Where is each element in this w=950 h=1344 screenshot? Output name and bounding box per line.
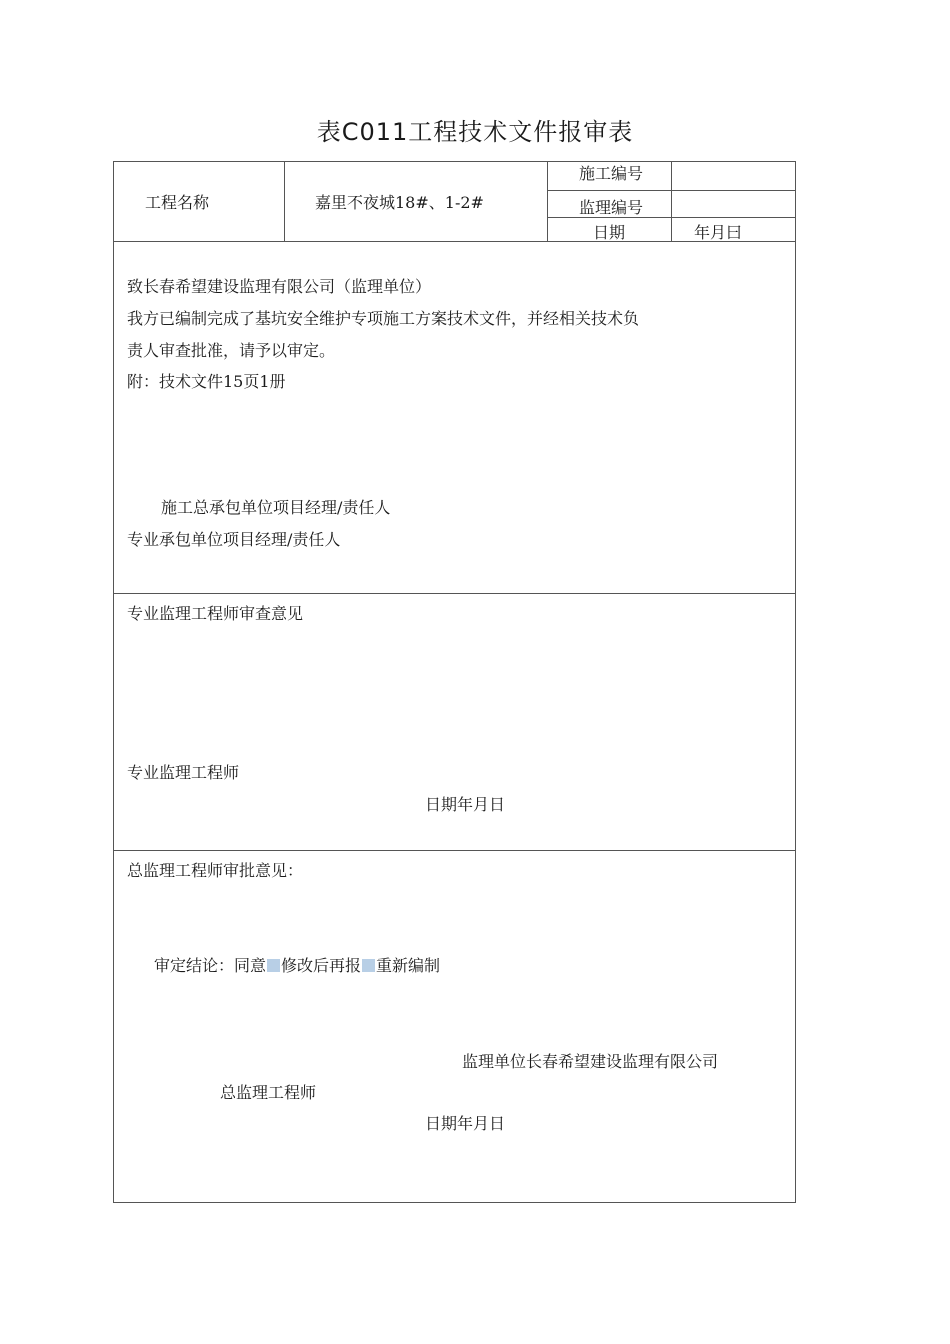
table-border-right (795, 161, 796, 1203)
checkbox-agree[interactable] (267, 959, 280, 972)
project-name-value: 嘉里不夜城18#、1-2# (315, 193, 484, 212)
form-title: 表C011工程技术文件报审表 (316, 118, 634, 146)
checkbox-revise[interactable] (362, 959, 375, 972)
construction-no-label: 施工编号 (579, 164, 644, 183)
header-row-line-1 (547, 190, 796, 191)
engineer-review-heading: 专业监理工程师审查意见 (127, 604, 304, 623)
specialty-contractor-signer: 专业承包单位项目经理/责任人 (127, 530, 341, 549)
submission-body-line-1: 我方已编制完成了基坑安全维护专项施工方案技术文件，并经相关技术负 (127, 309, 640, 328)
conclusion-prefix: 审定结论： (154, 956, 235, 975)
supervision-no-label: 监理编号 (579, 198, 644, 217)
chief-date-line: 日期年月日 (425, 1114, 506, 1133)
date-label: 日期 (593, 223, 626, 242)
engineer-date-line: 日期年月日 (425, 795, 506, 814)
header-divider-2 (547, 161, 548, 241)
engineer-signer: 专业监理工程师 (127, 763, 240, 782)
general-contractor-signer: 施工总承包单位项目经理/责任人 (161, 498, 391, 517)
addressee-line: 致长春希望建设监理有限公司（监理单位） (127, 277, 432, 296)
chief-review-heading: 总监理工程师审批意见： (127, 861, 304, 880)
chief-engineer-signer: 总监理工程师 (220, 1083, 317, 1102)
attachment-line: 附：技术文件15页1册 (127, 372, 286, 391)
project-name-label: 工程名称 (145, 193, 210, 212)
date-value: 年月曰 (694, 223, 743, 242)
option-redo-label: 重新编制 (376, 956, 441, 975)
section-divider-2 (113, 850, 796, 851)
submission-body-line-2: 责人审查批准，请予以审定。 (127, 341, 336, 360)
supervision-unit-line: 监理单位长春希望建设监理有限公司 (462, 1052, 719, 1071)
table-border-top (113, 161, 796, 162)
option-revise-label: 修改后再报 (281, 956, 362, 975)
table-border-bottom (113, 1202, 796, 1203)
option-agree-label: 同意 (234, 956, 267, 975)
header-divider-3 (671, 161, 672, 241)
review-conclusion-line (154, 956, 440, 976)
header-divider-1 (284, 161, 285, 241)
table-border-left (113, 161, 114, 1203)
section-divider-1 (113, 593, 796, 594)
